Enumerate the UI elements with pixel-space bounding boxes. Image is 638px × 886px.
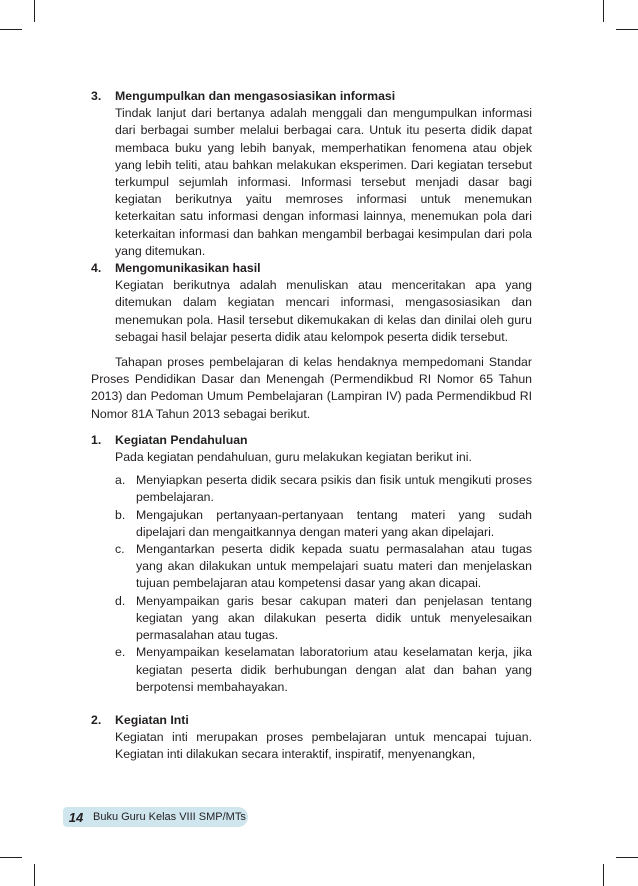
- list-letter: c.: [115, 542, 125, 557]
- list-item: [115, 507, 532, 541]
- section-number: 1.: [91, 432, 102, 447]
- section-4-heading: [91, 260, 532, 277]
- list-text: Menyampaikan keselamatan laboratorium atau keselamatan kerja, jika kegiatan peserta didik berhubungan dengan alat dan bahan yang berpotensi membahayakan.: [136, 645, 532, 694]
- kegiatan-2-heading: [91, 712, 532, 729]
- body-paragraph: Tahapan proses pembelajaran di kelas hendaknya mempedomani Standar Proses Pendidikan Dasar dan Menengah (Permendikbud RI Nomor 65 Tahun 2013) dan Pedoman Umum Pembelajaran (Lampiran IV) pada Permendikbud RI Nomor 81A Tahun 2013 sebagai berikut.: [91, 355, 532, 421]
- page-footer: [63, 807, 248, 827]
- crop-mark: [616, 857, 638, 858]
- kegiatan-2-text: Kegiatan inti merupakan proses pembelajaran untuk mencapai tujuan. Kegiatan inti dilakukan secara interaktif, inspiratif, menyenangkan,: [115, 730, 532, 762]
- list-letter: e.: [115, 645, 126, 660]
- list-item: [115, 644, 532, 696]
- section-number: 3.: [91, 89, 102, 103]
- crop-mark: [603, 864, 604, 886]
- section-4-text: Kegiatan berikutnya adalah menuliskan atau menceritakan apa yang ditemukan dalam kegiatan mencari informasi, mengasosiasikan dan menemukan pola. Hasil tersebut dikemukakan di kelas dan dinilai oleh guru sebagai hasil belajar peserta didik atau kelompok peserta didik tersebut.: [115, 278, 532, 344]
- kegiatan-1-heading: [91, 432, 532, 449]
- section-number: 2.: [91, 712, 102, 727]
- crop-mark: [0, 857, 22, 858]
- list-text: Mengajukan pertanyaan-pertanyaan tentang materi yang sudah dipelajari dan mengaitkannya dengan materi yang akan dipelajari.: [136, 507, 532, 539]
- crop-mark: [603, 0, 604, 22]
- list-item: [115, 472, 532, 506]
- kegiatan-1-list: [115, 472, 532, 696]
- section-title: Mengomunikasikan hasil: [115, 261, 261, 276]
- section-3-heading: [91, 88, 532, 105]
- kegiatan-1-intro: Pada kegiatan pendahuluan, guru melakukan kegiatan berikut ini.: [115, 450, 472, 465]
- section-number: 4.: [91, 261, 102, 276]
- section-title: Mengumpulkan dan mengasosiasikan informasi: [115, 89, 396, 103]
- list-item: [115, 593, 532, 645]
- section-title: Kegiatan Pendahuluan: [115, 432, 248, 447]
- list-text: Mengantarkan peserta didik kepada suatu permasalahan atau tugas yang akan dilakukan untuk mempelajari suatu materi dan menjelaskan tujuan pembelajaran atau kompetensi dasar yang akan dicapai.: [136, 542, 532, 591]
- crop-mark: [616, 29, 638, 30]
- list-letter: a.: [115, 473, 126, 488]
- page-number: 14: [68, 809, 84, 825]
- book-title: Buku Guru Kelas VIII SMP/MTs: [93, 811, 246, 823]
- crop-mark: [34, 864, 35, 886]
- section-title: Kegiatan Inti: [115, 712, 189, 727]
- list-text: Menyiapkan peserta didik secara psikis dan fisik untuk mengikuti proses pembelajaran.: [136, 473, 532, 505]
- page-content: [91, 88, 532, 764]
- list-item: [115, 541, 532, 593]
- list-text: Menyampaikan garis besar cakupan materi dan penjelasan tentang kegiatan yang akan dilakukan peserta didik untuk menyelesaikan permasalahan atau tugas.: [136, 593, 532, 643]
- list-letter: d.: [115, 593, 126, 608]
- list-letter: b.: [115, 507, 126, 522]
- section-3-text: Tindak lanjut dari bertanya adalah menggali dan mengumpulkan informasi dari berbagai sumber melalui berbagai cara. Untuk itu peserta didik dapat membaca buku yang lebih banyak, memperhatikan fenomena atau objek yang lebih teliti, atau bahkan melakukan eksperimen. Dari kegiatan tersebut terkumpul sejumlah informasi. Informasi tersebut menjadi dasar bagi kegiatan berikutnya yaitu memroses informasi untuk menemukan keterkaitan satu informasi dengan informasi lainnya, menemukan pola dari keterkaitan informasi dan bahkan mengambil berbagai kesimpulan dari pola yang ditemukan.: [115, 106, 532, 258]
- crop-mark: [34, 0, 35, 22]
- crop-mark: [0, 29, 22, 30]
